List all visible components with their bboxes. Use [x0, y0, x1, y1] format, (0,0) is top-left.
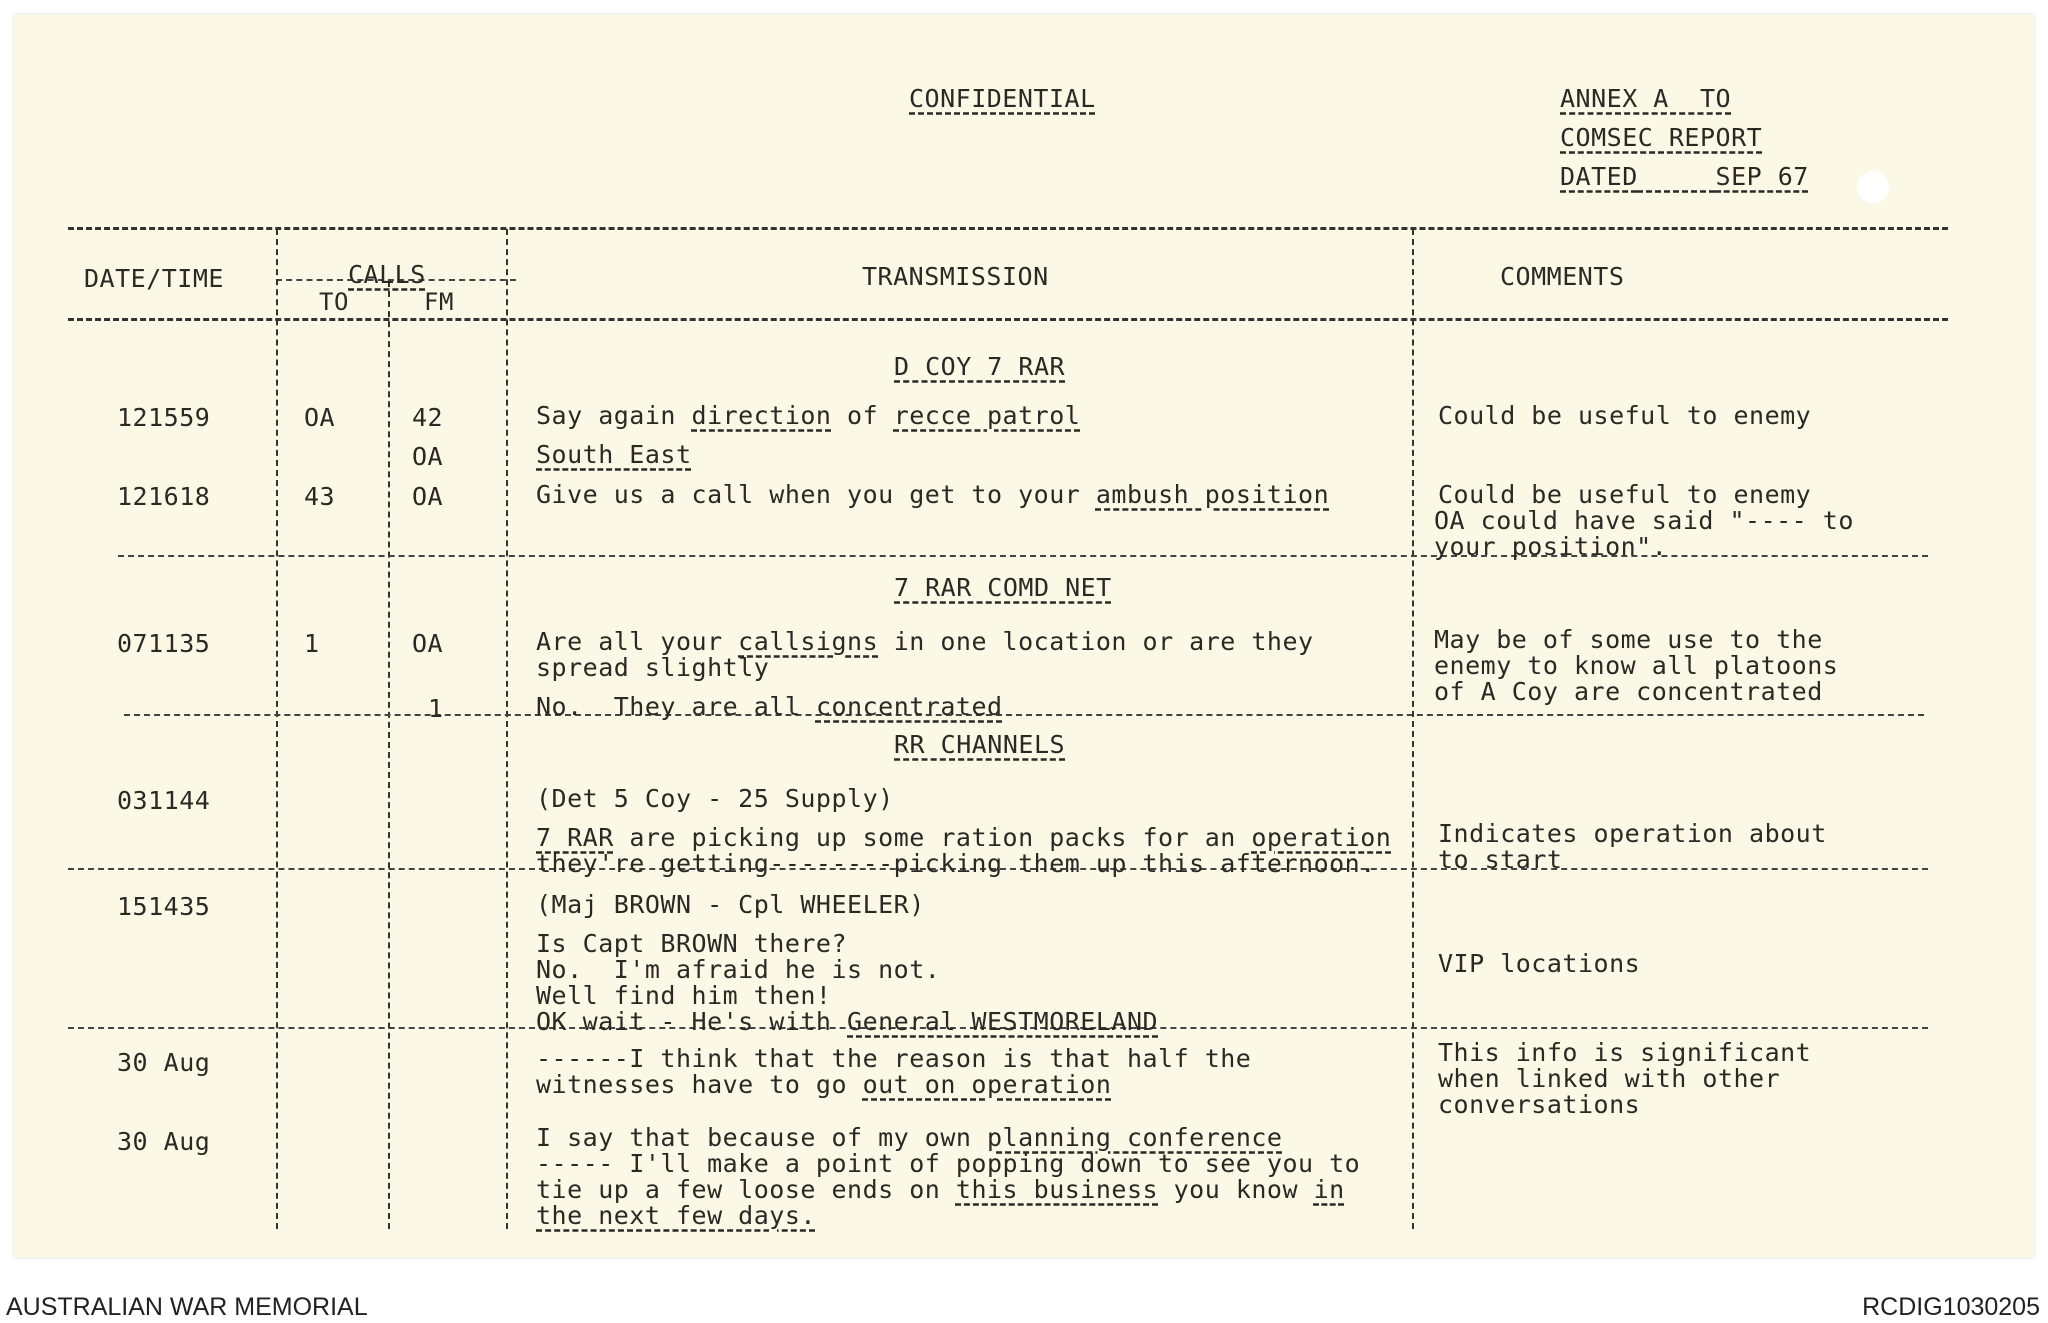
annex-line-3: DATED SEP 67 [1560, 162, 1809, 191]
header-bottom-rule [68, 318, 1948, 321]
col-divider-to [388, 281, 390, 1229]
section-heading: 7 RAR COMD NET [894, 573, 1112, 602]
row-date: 151435 [117, 892, 211, 921]
row-comment: OA could have said "---- to [1434, 506, 1854, 535]
row-date: 121559 [117, 403, 211, 432]
row-comment: VIP locations [1438, 949, 1641, 978]
col-header-date-time: DATE/TIME [84, 264, 224, 293]
row-date: 031144 [117, 786, 211, 815]
row-call-fm: OA [412, 629, 444, 658]
row-transmission: Say again direction of recce patrol [536, 401, 1081, 430]
row-comment: to start [1438, 845, 1563, 874]
footer-left-caption: AUSTRALIAN WAR MEMORIAL [6, 1293, 368, 1321]
row-transmission: tie up a few loose ends on this business you know in [536, 1175, 1345, 1204]
col-header-fm: FM [424, 288, 454, 316]
row-date: 121618 [117, 482, 211, 511]
col-divider-fm [506, 229, 508, 1229]
annex-line-1: ANNEX A TO [1560, 84, 1732, 113]
col-header-comments: COMMENTS [1500, 262, 1625, 291]
row-transmission: No. They are all concentrated [536, 692, 1003, 721]
row-date: 30 Aug [117, 1048, 211, 1077]
row-comment: enemy to know all platoons [1434, 651, 1839, 680]
row-transmission: Is Capt BROWN there? [536, 929, 848, 958]
row-transmission: ------I think that the reason is that half the [536, 1044, 1252, 1073]
col-header-transmission: TRANSMISSION [862, 262, 1049, 291]
row-divider [124, 714, 1924, 716]
col-divider-date [276, 229, 278, 1229]
row-transmission: I say that because of my own planning conference [536, 1123, 1283, 1152]
section-heading: RR CHANNELS [894, 730, 1066, 759]
section-heading: D COY 7 RAR [894, 352, 1066, 381]
punch-hole [1857, 171, 1889, 203]
row-transmission: 7 RAR are picking up some ration packs for an operation [536, 823, 1392, 852]
row-comment: May be of some use to the [1434, 625, 1823, 654]
row-date: 071135 [117, 629, 211, 658]
row-call-fm: 42 [412, 403, 444, 432]
row-comment: Indicates operation about [1438, 819, 1827, 848]
row-comment: of A Coy are concentrated [1434, 677, 1823, 706]
row-transmission: Well find him then! [536, 981, 832, 1010]
col-header-to: TO [319, 288, 349, 316]
row-transmission: South East [536, 440, 692, 469]
footer-right-caption: RCDIG1030205 [1862, 1293, 2040, 1321]
col-divider-transmission [1412, 229, 1414, 1229]
row-comment: your position". [1434, 532, 1668, 561]
row-transmission: Give us a call when you get to your ambush position [536, 480, 1330, 509]
row-transmission: ----- I'll make a point of popping down to see you to [536, 1149, 1361, 1178]
row-comment: conversations [1438, 1090, 1641, 1119]
row-comment: This info is significant [1438, 1038, 1812, 1067]
row-call-fm: OA [412, 482, 444, 511]
row-comment: Could be useful to enemy [1438, 401, 1812, 430]
row-transmission: (Maj BROWN - Cpl WHEELER) [536, 890, 925, 919]
row-call-fm: 1 [428, 694, 444, 723]
row-call-to: 43 [304, 482, 336, 511]
row-comment: when linked with other [1438, 1064, 1781, 1093]
classification-heading: CONFIDENTIAL [909, 84, 1096, 113]
document-page [14, 14, 2034, 1258]
row-transmission: (Det 5 Coy - 25 Supply) [536, 784, 894, 813]
row-comment: Could be useful to enemy [1438, 480, 1812, 509]
row-transmission: No. I'm afraid he is not. [536, 955, 941, 984]
row-call-fm: OA [412, 442, 444, 471]
annex-line-2: COMSEC REPORT [1560, 123, 1763, 152]
row-call-to: OA [304, 403, 336, 432]
row-transmission: spread slightly [536, 653, 770, 682]
row-transmission: Are all your callsigns in one location or are they [536, 627, 1314, 656]
row-transmission: they're getting--------picking them up this afternoon. [536, 849, 1376, 878]
col-header-calls: CALLS [348, 260, 426, 289]
row-date: 30 Aug [117, 1127, 211, 1156]
row-transmission: witnesses have to go out on operation [536, 1070, 1112, 1099]
row-call-to: 1 [304, 629, 320, 658]
table-top-rule [68, 227, 1948, 230]
row-transmission: the next few days. [536, 1201, 816, 1230]
row-transmission: OK wait - He's with General WESTMORELAND [536, 1007, 1159, 1036]
